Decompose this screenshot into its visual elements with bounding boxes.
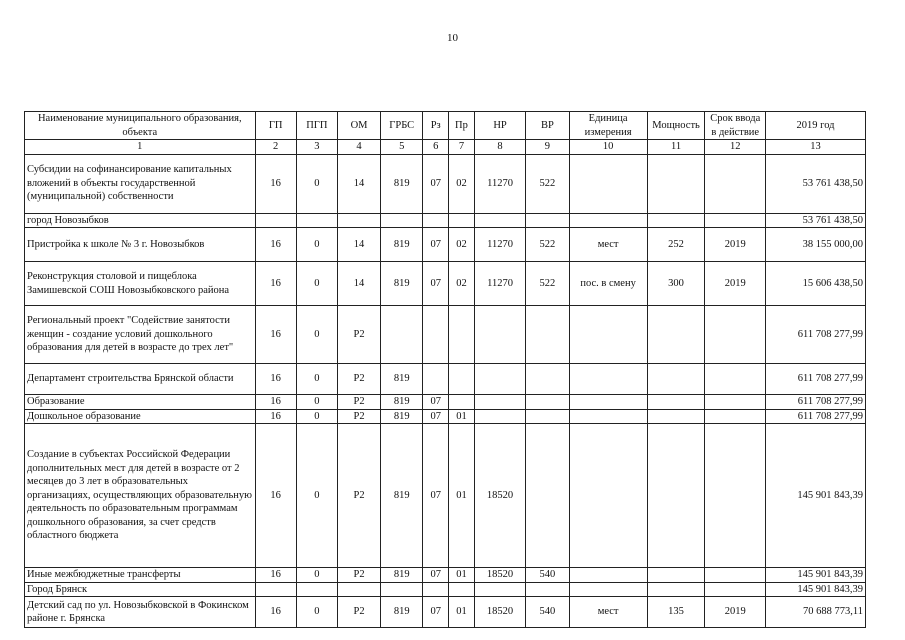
cell-deadline (705, 395, 766, 410)
cell-capacity (647, 364, 705, 395)
cell-pr: 01 (449, 424, 475, 568)
cell-deadline (705, 306, 766, 364)
cell-rz: 07 (423, 568, 449, 583)
cell-nr: 11270 (474, 154, 525, 213)
cell-name: Иные межбюджетные трансферты (25, 568, 256, 583)
cell-capacity (647, 213, 705, 228)
cell-rz: 07 (423, 228, 449, 262)
cell-capacity: 252 (647, 228, 705, 262)
cell-nr: 18520 (474, 597, 525, 628)
cell-gp: 16 (255, 228, 296, 262)
cell-vr: 540 (526, 597, 569, 628)
cell-gp: 16 (255, 262, 296, 306)
cell-pgp: 0 (296, 228, 337, 262)
cell-vr: 522 (526, 154, 569, 213)
cell-gp: 16 (255, 306, 296, 364)
cell-deadline (705, 409, 766, 424)
column-number: 10 (569, 140, 647, 155)
column-number: 12 (705, 140, 766, 155)
cell-rz (423, 306, 449, 364)
cell-grbs: 819 (381, 409, 423, 424)
cell-om: Р2 (337, 597, 380, 628)
cell-grbs: 819 (381, 262, 423, 306)
cell-capacity: 135 (647, 597, 705, 628)
cell-name: Реконструкция столовой и пищеблока Замишевской СОШ Новозыбковского района (25, 262, 256, 306)
cell-grbs: 819 (381, 364, 423, 395)
cell-gp: 16 (255, 395, 296, 410)
cell-name: Субсидии на софинансирование капитальных вложений в объекты государственной (муниципальной) собственности (25, 154, 256, 213)
cell-unit (569, 424, 647, 568)
cell-pgp (296, 582, 337, 597)
table-body (25, 154, 866, 628)
cell-pgp: 0 (296, 424, 337, 568)
column-number: 9 (526, 140, 569, 155)
column-number: 2 (255, 140, 296, 155)
table-row (25, 568, 866, 583)
cell-amount: 611 708 277,99 (766, 364, 866, 395)
cell-pgp: 0 (296, 154, 337, 213)
cell-gp: 16 (255, 409, 296, 424)
header-deadline: Срок ввода в действие (705, 112, 766, 140)
cell-nr: 11270 (474, 262, 525, 306)
cell-amount: 53 761 438,50 (766, 213, 866, 228)
table-row (25, 364, 866, 395)
cell-unit (569, 395, 647, 410)
cell-capacity (647, 395, 705, 410)
cell-capacity (647, 154, 705, 213)
cell-capacity (647, 409, 705, 424)
cell-rz (423, 364, 449, 395)
cell-pr (449, 213, 475, 228)
cell-unit: мест (569, 597, 647, 628)
cell-capacity (647, 306, 705, 364)
cell-amount: 38 155 000,00 (766, 228, 866, 262)
cell-name: Создание в субъектах Российской Федерации дополнительных мест для детей в возрасте от 2 месяцев до 3 лет в образовательных организациях, осуществляющих образовательную деятельность по образовательным программам дошкольного образования, за счет средств областного бюджета (25, 424, 256, 568)
table-row (25, 306, 866, 364)
cell-amount: 145 901 843,39 (766, 582, 866, 597)
column-number-row (25, 140, 866, 155)
cell-pr (449, 364, 475, 395)
column-number: 3 (296, 140, 337, 155)
cell-name: Детский сад по ул. Новозыбковской в Фокинском районе г. Брянска (25, 597, 256, 628)
cell-unit (569, 154, 647, 213)
table-row (25, 213, 866, 228)
cell-deadline (705, 364, 766, 395)
cell-name: Дошкольное образование (25, 409, 256, 424)
header-vr: ВР (526, 112, 569, 140)
table-row (25, 582, 866, 597)
cell-pr: 01 (449, 568, 475, 583)
cell-unit (569, 582, 647, 597)
cell-gp (255, 213, 296, 228)
cell-name: Пристройка к школе № 3 г. Новозыбков (25, 228, 256, 262)
cell-pr (449, 306, 475, 364)
header-nr: НР (474, 112, 525, 140)
column-number: 4 (337, 140, 380, 155)
cell-gp: 16 (255, 424, 296, 568)
table-row (25, 409, 866, 424)
cell-grbs: 819 (381, 597, 423, 628)
cell-grbs: 819 (381, 395, 423, 410)
cell-om: 14 (337, 154, 380, 213)
cell-pr: 02 (449, 154, 475, 213)
cell-unit: мест (569, 228, 647, 262)
cell-pr: 01 (449, 597, 475, 628)
cell-pr (449, 395, 475, 410)
header-pgp: ПГП (296, 112, 337, 140)
cell-unit: пос. в смену (569, 262, 647, 306)
cell-vr: 522 (526, 228, 569, 262)
cell-rz: 07 (423, 597, 449, 628)
cell-vr (526, 306, 569, 364)
cell-capacity: 300 (647, 262, 705, 306)
cell-gp (255, 582, 296, 597)
cell-grbs: 819 (381, 228, 423, 262)
cell-name: Региональный проект "Содействие занятости женщин - создание условий дошкольного образования для детей в возрасте до трех лет" (25, 306, 256, 364)
cell-deadline (705, 582, 766, 597)
cell-unit (569, 409, 647, 424)
cell-pgp: 0 (296, 568, 337, 583)
cell-amount: 611 708 277,99 (766, 409, 866, 424)
cell-nr: 18520 (474, 424, 525, 568)
cell-unit (569, 364, 647, 395)
cell-pgp (296, 213, 337, 228)
cell-gp: 16 (255, 597, 296, 628)
cell-grbs: 819 (381, 154, 423, 213)
cell-rz: 07 (423, 409, 449, 424)
cell-pr: 01 (449, 409, 475, 424)
cell-rz: 07 (423, 154, 449, 213)
cell-pr: 02 (449, 262, 475, 306)
column-number: 1 (25, 140, 256, 155)
column-number: 11 (647, 140, 705, 155)
cell-pgp: 0 (296, 262, 337, 306)
cell-unit (569, 213, 647, 228)
cell-nr (474, 213, 525, 228)
cell-name: город Новозыбков (25, 213, 256, 228)
cell-om: Р2 (337, 568, 380, 583)
cell-capacity (647, 568, 705, 583)
header-capacity: Мощность (647, 112, 705, 140)
cell-name: Департамент строительства Брянской области (25, 364, 256, 395)
cell-vr (526, 409, 569, 424)
page-number: 10 (447, 32, 458, 44)
cell-grbs: 819 (381, 424, 423, 568)
cell-nr: 18520 (474, 568, 525, 583)
cell-amount: 611 708 277,99 (766, 306, 866, 364)
cell-deadline: 2019 (705, 262, 766, 306)
cell-deadline (705, 154, 766, 213)
header-grbs: ГРБС (381, 112, 423, 140)
cell-om: Р2 (337, 424, 380, 568)
cell-vr (526, 395, 569, 410)
column-number: 13 (766, 140, 866, 155)
cell-om: Р2 (337, 306, 380, 364)
table-row (25, 228, 866, 262)
header-row (25, 112, 866, 140)
cell-pgp: 0 (296, 306, 337, 364)
cell-vr (526, 582, 569, 597)
cell-om: Р2 (337, 409, 380, 424)
header-year: 2019 год (766, 112, 866, 140)
column-number: 8 (474, 140, 525, 155)
cell-deadline: 2019 (705, 228, 766, 262)
cell-vr: 522 (526, 262, 569, 306)
header-name: Наименование муниципального образования, объекта (25, 112, 256, 140)
header-unit: Единица измерения (569, 112, 647, 140)
cell-deadline (705, 424, 766, 568)
column-number: 7 (449, 140, 475, 155)
cell-rz (423, 213, 449, 228)
cell-vr (526, 213, 569, 228)
cell-om: Р2 (337, 395, 380, 410)
cell-unit (569, 568, 647, 583)
cell-deadline (705, 213, 766, 228)
cell-om (337, 582, 380, 597)
cell-name: Город Брянск (25, 582, 256, 597)
cell-nr (474, 395, 525, 410)
cell-amount: 611 708 277,99 (766, 395, 866, 410)
cell-pgp: 0 (296, 597, 337, 628)
cell-amount: 53 761 438,50 (766, 154, 866, 213)
cell-amount: 70 688 773,11 (766, 597, 866, 628)
cell-capacity (647, 582, 705, 597)
cell-gp: 16 (255, 154, 296, 213)
cell-nr (474, 409, 525, 424)
cell-nr (474, 582, 525, 597)
cell-nr (474, 364, 525, 395)
cell-om: 14 (337, 262, 380, 306)
cell-grbs (381, 306, 423, 364)
column-number: 5 (381, 140, 423, 155)
cell-grbs (381, 213, 423, 228)
cell-amount: 145 901 843,39 (766, 424, 866, 568)
cell-rz: 07 (423, 262, 449, 306)
cell-vr (526, 364, 569, 395)
cell-rz (423, 582, 449, 597)
cell-rz: 07 (423, 424, 449, 568)
cell-pr: 02 (449, 228, 475, 262)
budget-table (24, 111, 866, 628)
cell-grbs (381, 582, 423, 597)
table-row (25, 424, 866, 568)
cell-om (337, 213, 380, 228)
cell-nr: 11270 (474, 228, 525, 262)
table-row (25, 395, 866, 410)
cell-capacity (647, 424, 705, 568)
cell-pgp: 0 (296, 395, 337, 410)
cell-gp: 16 (255, 364, 296, 395)
header-om: ОМ (337, 112, 380, 140)
cell-unit (569, 306, 647, 364)
table-row (25, 262, 866, 306)
cell-rz: 07 (423, 395, 449, 410)
cell-deadline (705, 568, 766, 583)
cell-pgp: 0 (296, 409, 337, 424)
cell-grbs: 819 (381, 568, 423, 583)
cell-om: Р2 (337, 364, 380, 395)
header-pr: Пр (449, 112, 475, 140)
cell-vr (526, 424, 569, 568)
table-row (25, 597, 866, 628)
cell-gp: 16 (255, 568, 296, 583)
cell-amount: 15 606 438,50 (766, 262, 866, 306)
cell-name: Образование (25, 395, 256, 410)
column-number: 6 (423, 140, 449, 155)
table-row (25, 154, 866, 213)
cell-amount: 145 901 843,39 (766, 568, 866, 583)
header-gp: ГП (255, 112, 296, 140)
cell-om: 14 (337, 228, 380, 262)
cell-pr (449, 582, 475, 597)
cell-nr (474, 306, 525, 364)
cell-deadline: 2019 (705, 597, 766, 628)
header-rz: Рз (423, 112, 449, 140)
cell-vr: 540 (526, 568, 569, 583)
cell-pgp: 0 (296, 364, 337, 395)
